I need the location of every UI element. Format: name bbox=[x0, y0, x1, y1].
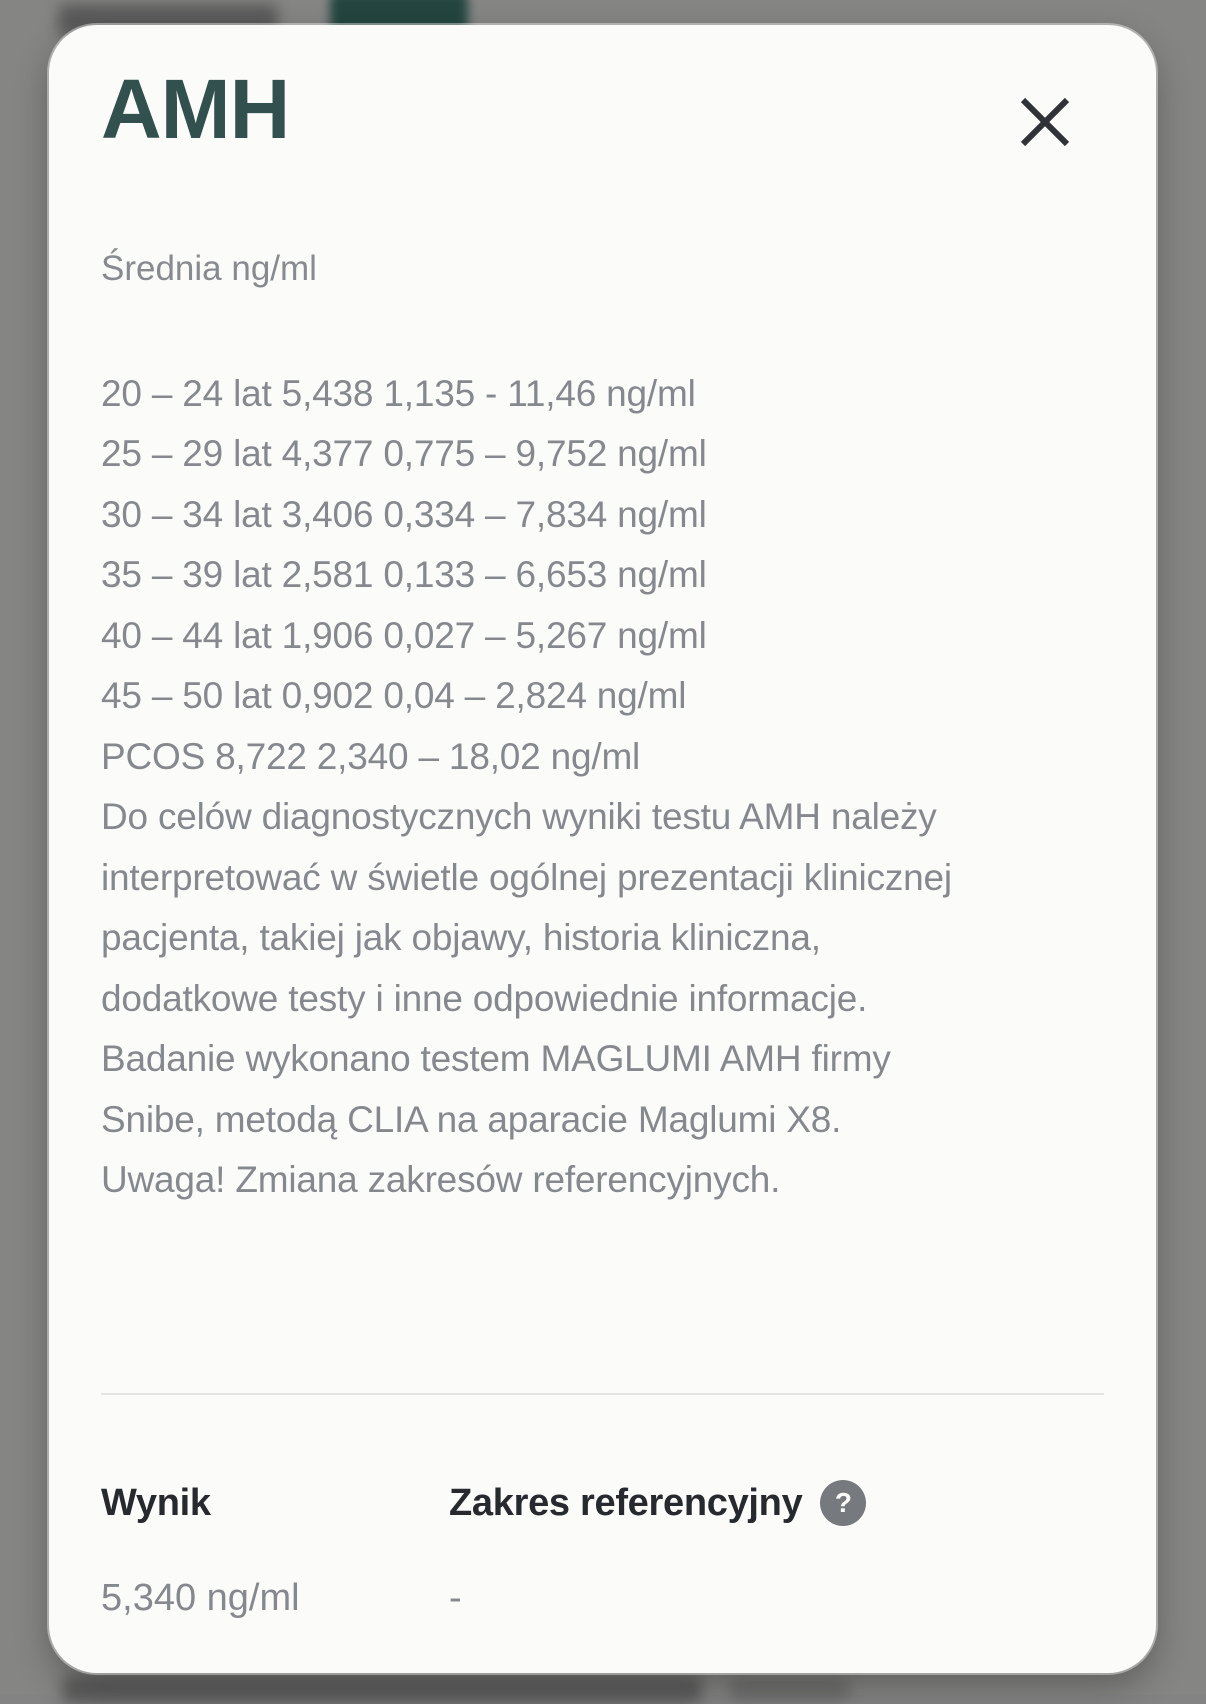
reference-body bbox=[101, 364, 1104, 1211]
help-glyph: ? bbox=[834, 1486, 852, 1518]
section-divider bbox=[101, 1393, 1104, 1395]
body-text-line: Badanie wykonano testem MAGLUMI AMH firmy bbox=[101, 1038, 891, 1080]
results-value-row bbox=[101, 1577, 1104, 1620]
background-blurred-text bbox=[62, 1676, 702, 1704]
modal-header bbox=[101, 61, 1104, 158]
results-header-row bbox=[101, 1481, 1104, 1527]
background-blurred-text bbox=[730, 1678, 850, 1702]
result-value: 5,340 ng/ml bbox=[101, 1576, 300, 1619]
reference-range-column-label: Zakres referencyjny bbox=[449, 1482, 803, 1525]
body-text-line: Uwaga! Zmiana zakresów referencyjnych. bbox=[101, 1159, 781, 1201]
body-text-line: PCOS 8,722 2,340 – 18,02 ng/ml bbox=[101, 735, 641, 777]
result-column-label: Wynik bbox=[101, 1482, 211, 1525]
amh-detail-modal bbox=[49, 25, 1156, 1673]
body-text-line: Do celów diagnostycznych wyniki testu AMH należy bbox=[101, 796, 937, 838]
body-text-line: 35 – 39 lat 2,581 0,133 – 6,653 ng/ml bbox=[101, 554, 707, 596]
body-text-line: Snibe, metodą CLIA na aparacie Maglumi X8. bbox=[101, 1098, 842, 1140]
body-text-line: pacjenta, takiej jak objawy, historia kliniczna, bbox=[101, 917, 821, 959]
reference-range-value: - bbox=[449, 1576, 462, 1619]
modal-title: AMH bbox=[101, 62, 290, 156]
body-text-line: 30 – 34 lat 3,406 0,334 – 7,834 ng/ml bbox=[101, 493, 707, 535]
body-text-line: 40 – 44 lat 1,906 0,027 – 5,267 ng/ml bbox=[101, 614, 707, 656]
close-x-icon bbox=[1017, 94, 1073, 150]
close-button[interactable] bbox=[1016, 93, 1074, 151]
body-text-line: dodatkowe testy i inne odpowiednie informacje. bbox=[101, 977, 868, 1019]
body-text-line: 20 – 24 lat 5,438 1,135 - 11,46 ng/ml bbox=[101, 372, 696, 414]
body-text-line: 25 – 29 lat 4,377 0,775 – 9,752 ng/ml bbox=[101, 433, 707, 475]
question-mark-circle-icon[interactable] bbox=[820, 1480, 866, 1526]
body-text-line: interpretować w świetle ogólnej prezentacji klinicznej bbox=[101, 856, 952, 898]
body-text-line: 45 – 50 lat 0,902 0,04 – 2,824 ng/ml bbox=[101, 675, 687, 717]
reference-intro: Średnia ng/ml bbox=[101, 248, 317, 288]
